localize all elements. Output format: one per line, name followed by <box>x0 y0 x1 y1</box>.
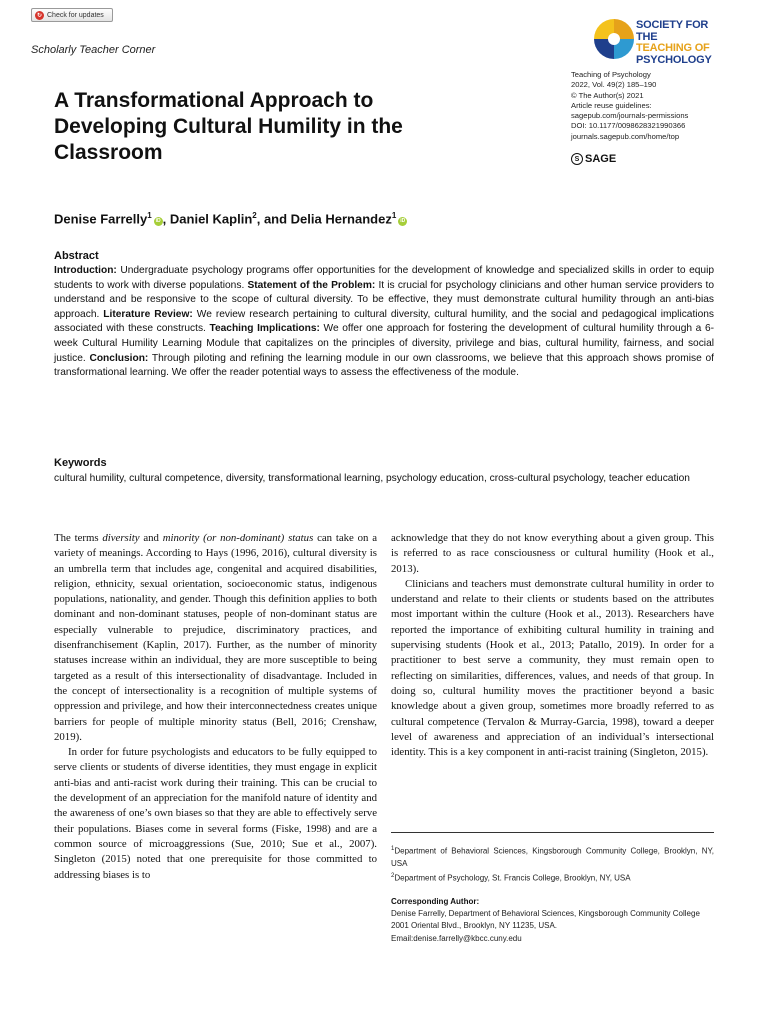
corresponding-address: Denise Farrelly, Department of Behavioral Sciences, Kingsborough Community College 2001 Oriental Blvd., Brooklyn, NY 11235, USA. <box>391 909 700 931</box>
reuse-guidelines: Article reuse guidelines: <box>571 100 652 110</box>
abstract-section-text: It is crucial for psychology clinicians and other human service providers to understand and be responsive to the scope of cultural diversity. To be effective, they must demonstrate cultural humility through an anti-bias approach. <box>54 279 715 320</box>
journal-home-link[interactable]: journals.sagepub.com/home/top <box>571 131 680 141</box>
affiliation <box>391 870 714 885</box>
affiliation-text: Department of Psychology, St. Francis College, Brooklyn, NY, USA <box>394 873 631 883</box>
corresponding-heading: Corresponding Author: <box>391 897 480 906</box>
author-name[interactable]: Delia Hernandez <box>290 211 392 227</box>
body-text: acknowledge that they do not know everything about a given group. This is referred to as race consciousness or cultural humility (Hook et al., 2013). <box>391 532 714 575</box>
abstract-section-label: Conclusion: <box>89 352 149 364</box>
corresponding-author <box>391 896 714 945</box>
affiliation-number: 1 <box>391 846 395 852</box>
orcid-icon[interactable]: iD <box>155 218 161 225</box>
footnote-divider <box>391 832 714 833</box>
abstract-section-label: Literature Review: <box>103 308 193 320</box>
doi-link[interactable]: DOI: 10.1177/0098628321990366 <box>571 121 686 131</box>
abstract-body <box>54 264 714 381</box>
keywords-heading: Keywords <box>54 457 107 469</box>
journal-volume: 2022, Vol. 49(2) 185–190 <box>571 80 657 90</box>
abstract-section-label: Introduction: <box>54 265 117 276</box>
body-text: In order for future psychologists and educators to be fully equipped to serve clients or students of diverse identities, they must engage in explicit anti-bias and anti-racist work during their training. This can be crucial to the development of an appreciation for the manifold nature of identity and the awareness of one’s own biases so that they are able to effectively serve their populations. Biases come in several forms (Fiske, 1998) and are a common source of microaggressions (Sue, 2010; Sue et al., 2007). Singleton (2015) noted that one prerequisite for those committed to addressing biases is to <box>54 746 377 881</box>
publication-info <box>571 70 688 142</box>
sage-logo: S SAGE <box>571 153 616 165</box>
italic-term: minority (or non-dominant) status <box>162 532 314 544</box>
author-affiliation-number: 2 <box>252 211 257 220</box>
body-text: Clinicians and teachers must demonstrate cultural humility in order to understand and relate to their clients or students based on the attributes most important within the culture (Hook et al., 2013). Researchers have reported the importance of exhibiting cultural humility in training and supervising students (Hook et al., 2013; Patallo, 2019). In order for a practitioner to best serve a community, they must remain open to reflecting on similarities, differences, values, and needs of that group. In doing so, cultural humility moves the practitioner beyond a basic knowledge about a given group, sometimes more broadly referred to as cultural competence (Tervalon & Murray-Garcia, 1998), toward a deeper level of awareness and appreciation of an individual’s intersectional identity. This is a key component in anti-racist training (Singleton, 2015). <box>391 577 714 759</box>
refresh-icon: ↻ <box>36 12 43 19</box>
check-for-updates-label: Check for updates <box>47 11 104 19</box>
permissions-link[interactable]: sagepub.com/journals-permissions <box>571 111 689 121</box>
orcid-icon[interactable]: iD <box>400 218 406 225</box>
affiliation <box>391 843 714 870</box>
body-paragraph <box>391 531 714 577</box>
abstract-section-label: Teaching Implications: <box>209 323 320 335</box>
body-paragraph <box>54 745 377 883</box>
body-text: and <box>139 532 163 544</box>
society-logo <box>594 18 724 66</box>
abstract-section-label: Statement of the Problem: <box>247 279 376 291</box>
affiliation-number: 2 <box>391 873 395 880</box>
abstract-heading: Abstract <box>54 250 99 262</box>
author-list: Denise Farrelly$^1$iD , Daniel Kaplin$^2$, and Delia Hernandez$^1$iD <box>54 211 406 227</box>
section-label: Scholarly Teacher Corner <box>31 44 156 56</box>
abstract-section-text: We review research pertaining to cultural diversity, cultural humility, and the social and pedagogical implications associated with these constructs. <box>54 308 714 335</box>
body-column-right <box>391 531 714 760</box>
author-affiliation-number: 1 <box>391 211 397 220</box>
author-name[interactable]: Denise Farrelly <box>54 211 148 227</box>
affiliation-text: Department of Behavioral Sciences, Kingsborough Community College, Brooklyn, NY, USA <box>391 846 714 868</box>
body-paragraph <box>391 577 714 761</box>
body-column-left <box>54 531 377 883</box>
abstract-section-text: We offer one approach for fostering the development of cultural humility through a 6-week Cultural Humility Learning Module that capitalizes on the principles of diversity, privilege and bias, cultural humility, fairness, and social justice. <box>54 323 715 364</box>
sage-mark-icon: S <box>571 153 583 165</box>
body-paragraph <box>54 531 377 745</box>
body-text: The terms <box>54 532 103 544</box>
society-logo-text: SOCIETY FOR THE TEACHING OF PSYCHOLOGY <box>636 19 712 66</box>
keywords-body: cultural humility, cultural competence, diversity, transformational learning, psychology education, cross-cultural psychology, teacher education <box>54 473 690 484</box>
corresponding-email[interactable]: Email:denise.farrelly@kbcc.cuny.edu <box>391 933 522 943</box>
society-logo-mark-icon <box>594 19 634 59</box>
journal-name: Teaching of Psychology <box>571 70 651 79</box>
check-for-updates-button[interactable] <box>31 8 113 22</box>
affiliations <box>391 843 714 885</box>
italic-term: diversity <box>102 532 140 544</box>
article-title: A Transformational Approach to Developing Cultural Humility in the Classroom <box>54 89 403 164</box>
author-name[interactable]: Daniel Kaplin <box>169 211 253 227</box>
author-affiliation-number: 1 <box>147 211 152 220</box>
abstract-section-text: Through piloting and refining the learning module in our own classrooms, we believe that this approach shows promise of transformational learning. We offer the reader potential ways to assess the effectiveness of the module. <box>54 352 714 379</box>
copyright: © The Author(s) 2021 <box>571 90 644 100</box>
body-text: can take on a variety of meanings. According to Hays (1996, 2016), cultural diversity is an umbrella term that includes age, congenital and acquired disabilities, religion, ethnicity, sexual orientation, socioeconomic status, indigenous populations, nationality, and gender. Though this definition applies to both dominant and non-dominant statuses, people of non-dominant status are especially vulnerable to prejudice, discriminatory practices, and disenfranchisement (Kaplin, 2017). Further, as the number of minority statuses increase within an individual, they are more susceptible to being targeted as a result of this intersectionality of disadvantage. Included in the concept of intersectionality is a recognition of multiple systems of oppression and privilege, and how their interconnectedness creates unique barriers for people of multiple minority status (Bell, 2016; Crenshaw, 2019). <box>54 532 378 743</box>
abstract-section-text: Undergraduate psychology programs offer opportunities for the development of knowledge and specialized skills in order to equip students to work with diverse populations. <box>54 265 714 291</box>
